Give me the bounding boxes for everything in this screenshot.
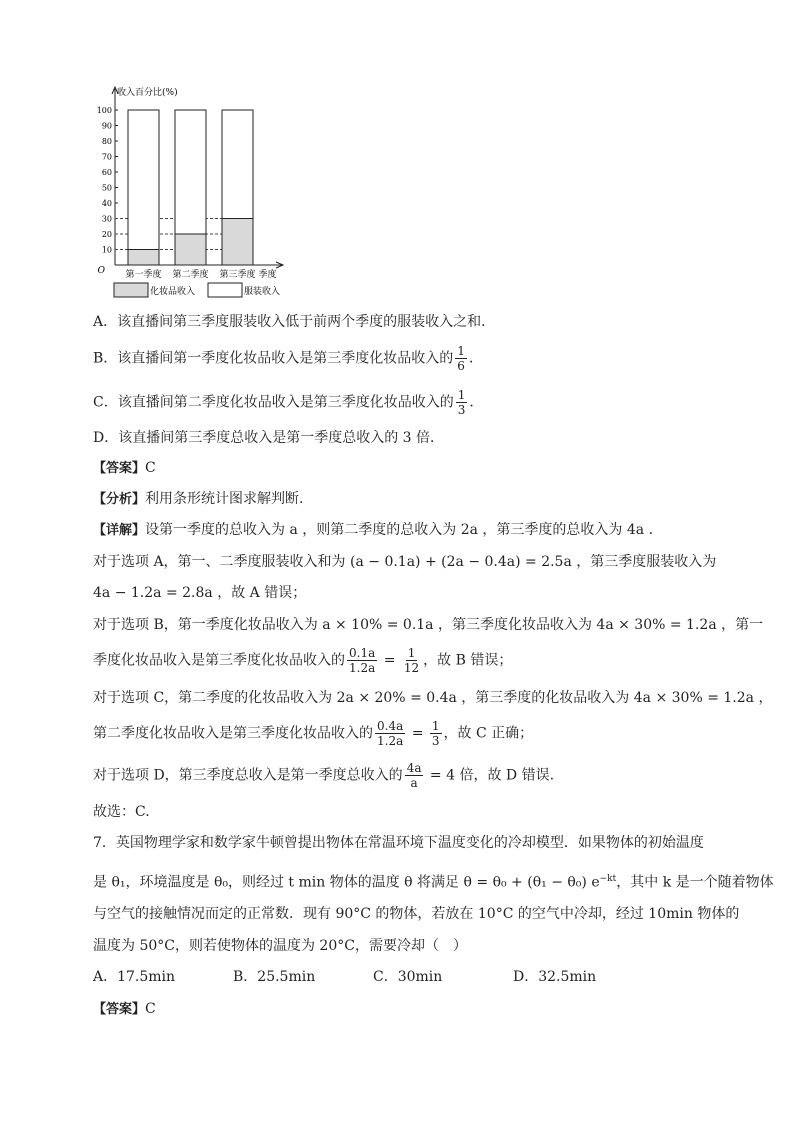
detail-line-5 — [93, 646, 512, 675]
detail-text: 第二季度化妆品收入是第三季度化妆品收入的 — [93, 725, 373, 742]
y-tick-label: 20 — [101, 230, 112, 239]
bar-clothing-segment — [175, 110, 206, 234]
bar-clothing-segment — [222, 110, 253, 219]
answer-tag: 【答案】 — [93, 461, 146, 476]
detail-line-6: 对于选项 C，第二季度的化妆品收入为 2a × 20% = 0.4a ，第三季度的化妆品收入为 4a × 30% = 1.2a ， — [93, 690, 773, 706]
fraction-denominator: 1.2a — [377, 734, 404, 748]
detail-line-2: 对于选项 A，第一、二季度服装收入和为 (a − 0.1a) + (2a − 0.4a) = 2.5a ，第三季度服装收入为 — [93, 554, 717, 570]
fraction — [347, 646, 377, 675]
legend-swatch-cosmetics — [114, 283, 148, 297]
detail-text: 季度化妆品收入是第三季度化妆品收入的 — [93, 652, 345, 669]
y-tick-label: 10 — [101, 245, 112, 255]
detail-line-7 — [93, 719, 533, 748]
y-tick-label: 40 — [101, 199, 112, 208]
detail-line-1 — [93, 520, 653, 541]
x-tick-label: 第二季度 — [172, 270, 209, 280]
option-a: A．该直播间第三季度服装收入低于前两个季度的服装收入之和． — [93, 314, 496, 330]
bar-clothing-segment — [128, 110, 159, 250]
question-text: 是 θ₁，环境温度是 θ₀，则经过 t min 物体的温度 θ 将满足 θ = θ₀ + (θ₁ − θ₀) e — [93, 874, 600, 891]
answer-value: C — [145, 460, 156, 476]
answer-1 — [93, 458, 156, 479]
fraction-numerator: 4a — [406, 761, 422, 775]
fraction-numerator: 1 — [407, 646, 416, 660]
answer-2 — [93, 999, 156, 1020]
detail-text: = 4 倍，故 D 错误. — [425, 767, 555, 784]
option-b-end: ． — [468, 350, 483, 367]
y-tick-label: 60 — [101, 168, 112, 177]
fraction-denominator: 6 — [457, 359, 465, 373]
question-7-line-2 — [93, 869, 774, 893]
origin-label: O — [97, 266, 105, 276]
x-tick-label: 第三季度 — [219, 270, 256, 280]
option-c-end: ． — [469, 394, 484, 411]
fraction-denominator: 3 — [457, 403, 466, 417]
exponent: −kt — [599, 874, 617, 884]
fraction-numerator: 0.1a — [349, 646, 376, 660]
option-c — [93, 388, 483, 417]
bar-cosmetics-segment — [175, 234, 206, 265]
answer-tag: 【答案】 — [93, 1002, 146, 1017]
fraction — [430, 719, 442, 748]
detail-text: ，故 B 错误； — [423, 652, 513, 669]
detail-text: 设第一季度的总收入为 a ，则第二季度的总收入为 2a ，第三季度的总收入为 4a . — [145, 522, 654, 538]
fraction-numerator: 1 — [457, 388, 466, 402]
option-b-fraction — [455, 344, 467, 373]
detail-line-3: 4a − 1.2a = 2.8a ，故 A 错误； — [93, 585, 307, 601]
fraction-denominator: 12 — [403, 661, 420, 675]
x-axis-title: 季度 — [258, 270, 277, 280]
question-7-line-3: 与空气的接触情况而定的正常数．现有 90°C 的物体，若放在 10°C 的空气中冷却，经过 10min 物体的 — [93, 906, 740, 922]
option-c-text: C．该直播间第二季度化妆品收入是第三季度化妆品收入的 — [93, 394, 454, 411]
y-tick-label: 50 — [101, 183, 112, 193]
bar-cosmetics-segment — [128, 250, 159, 266]
detail-text: ，故 C 正确； — [443, 725, 534, 742]
legend-label-clothing: 服装收入 — [244, 287, 281, 297]
fraction-denominator: 3 — [431, 734, 440, 748]
legend-swatch-clothing — [208, 283, 242, 297]
x-tick-label: 第一季度 — [125, 270, 162, 280]
fraction-numerator: 1 — [457, 344, 465, 358]
fraction-denominator: 1.2a — [349, 661, 376, 675]
answer-value: C — [145, 1001, 156, 1017]
analysis-text: 利用条形统计图求解判断. — [145, 491, 304, 507]
y-tick-label: 80 — [101, 137, 112, 146]
question-7-line-1: 7．英国物理学家和数学家牛顿曾提出物体在常温环境下温度变化的冷却模型．如果物体的初始温度 — [93, 835, 704, 851]
fraction — [375, 719, 405, 748]
y-tick-label: 70 — [101, 152, 112, 162]
detail-line-4: 对于选项 B，第一季度化妆品收入为 a × 10% = 0.1a ，第三季度化妆品收入为 4a × 30% = 1.2a ，第一 — [93, 617, 764, 633]
y-tick-label: 100 — [96, 106, 112, 115]
detail-text: 对于选项 D，第三季度总收入是第一季度总收入的 — [93, 767, 403, 784]
y-tick-label: 30 — [101, 214, 112, 224]
bar-cosmetics-segment — [222, 219, 253, 266]
equals-sign: = — [379, 652, 400, 669]
fraction-numerator: 0.4a — [377, 719, 404, 733]
option-c-fraction — [456, 388, 468, 417]
analysis — [93, 489, 303, 510]
fraction-denominator: a — [410, 776, 418, 790]
fraction-numerator: 1 — [431, 719, 440, 733]
analysis-tag: 【分析】 — [93, 492, 146, 507]
option-d: D．32.5min — [513, 969, 597, 985]
fraction — [402, 646, 421, 675]
question-7-options — [93, 967, 596, 987]
stacked-bar-chart — [88, 84, 388, 299]
question-text: ，其中 k 是一个随着物体 — [616, 874, 774, 891]
fraction — [405, 761, 424, 790]
option-b — [93, 344, 483, 373]
legend-label-cosmetics: 化妆品收入 — [150, 287, 196, 297]
detail-tag: 【详解】 — [93, 523, 146, 538]
equals-sign: = — [407, 725, 428, 742]
question-7-line-4: 温度为 50°C，则若使物体的温度为 20°C，需要冷却（ ） — [93, 938, 467, 954]
detail-line-9: 故选：C. — [93, 804, 150, 820]
option-a: A．17.5min — [93, 969, 176, 985]
y-tick-label: 90 — [101, 121, 112, 131]
option-d: D．该直播间第三季度总收入是第一季度总收入的 3 倍． — [93, 430, 445, 446]
option-c: C．30min — [373, 969, 443, 985]
y-axis-title: 收入百分比(%) — [117, 88, 178, 98]
option-b: B．25.5min — [233, 969, 316, 985]
option-b-text: B．该直播间第一季度化妆品收入是第三季度化妆品收入的 — [93, 350, 454, 367]
detail-line-8 — [93, 761, 554, 790]
